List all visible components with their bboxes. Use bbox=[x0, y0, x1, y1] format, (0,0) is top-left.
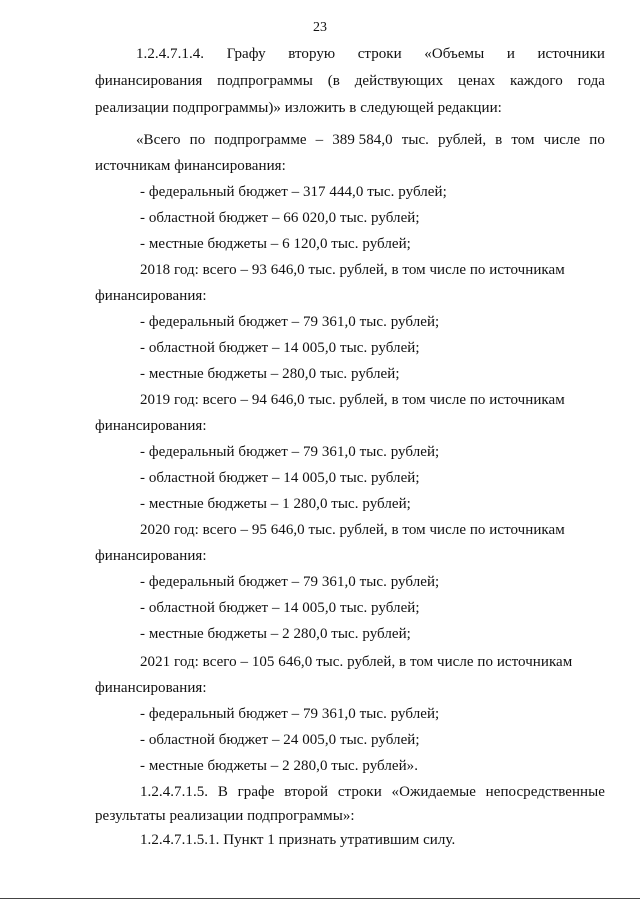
year-2020-regional: - областной бюджет – 14 005,0 тыс. рублей; bbox=[140, 600, 420, 616]
year-2019-heading: 2019 год: всего – 94 646,0 тыс. рублей, в том числе по источникам bbox=[140, 392, 565, 408]
year-2020-local: - местные бюджеты – 2 280,0 тыс. рублей; bbox=[140, 626, 411, 642]
year-2021-regional: - областной бюджет – 24 005,0 тыс. рублей; bbox=[140, 732, 420, 748]
year-2019-local: - местные бюджеты – 1 280,0 тыс. рублей; bbox=[140, 496, 411, 512]
total-regional: - областной бюджет – 66 020,0 тыс. рублей; bbox=[140, 210, 420, 226]
year-2021-heading: 2021 год: всего – 105 646,0 тыс. рублей, в том числе по источникам bbox=[140, 654, 573, 670]
year-2018-cont: финансирования: bbox=[95, 288, 207, 304]
year-2018-local: - местные бюджеты – 280,0 тыс. рублей; bbox=[140, 366, 400, 382]
total-local: - местные бюджеты – 6 120,0 тыс. рублей; bbox=[140, 236, 411, 252]
bottom-rule bbox=[0, 898, 640, 899]
year-2020-federal: - федеральный бюджет – 79 361,0 тыс. рублей; bbox=[140, 574, 440, 590]
year-2018-regional: - областной бюджет – 14 005,0 тыс. рублей; bbox=[140, 340, 420, 356]
year-2018-federal: - федеральный бюджет – 79 361,0 тыс. рублей; bbox=[140, 314, 440, 330]
total-line2: источникам финансирования: bbox=[95, 158, 286, 174]
year-2020-cont: финансирования: bbox=[95, 548, 207, 564]
para1-line3: реализации подпрограммы)» изложить в следующей редакции: bbox=[95, 100, 502, 116]
para3: 1.2.4.7.1.5.1. Пункт 1 признать утратившим силу. bbox=[140, 832, 456, 848]
year-2021-local: - местные бюджеты – 2 280,0 тыс. рублей». bbox=[140, 758, 419, 774]
year-2019-regional: - областной бюджет – 14 005,0 тыс. рублей; bbox=[140, 470, 420, 486]
year-2021-cont: финансирования: bbox=[95, 680, 207, 696]
total-line1: «Всего по подпрограмме – 389 584,0 тыс. рублей, в том числе по bbox=[136, 132, 605, 148]
year-2018-heading: 2018 год: всего – 93 646,0 тыс. рублей, в том числе по источникам bbox=[140, 262, 565, 278]
para1-line2: финансирования подпрограммы (в действующих ценах каждого года bbox=[95, 73, 605, 89]
year-2019-federal: - федеральный бюджет – 79 361,0 тыс. рублей; bbox=[140, 444, 440, 460]
para2-line2: результаты реализации подпрограммы»: bbox=[95, 808, 355, 824]
total-federal: - федеральный бюджет – 317 444,0 тыс. рублей; bbox=[140, 184, 447, 200]
year-2019-cont: финансирования: bbox=[95, 418, 207, 434]
para2-line1: 1.2.4.7.1.5. В графе второй строки «Ожидаемые непосредственные bbox=[140, 784, 605, 800]
year-2021-federal: - федеральный бюджет – 79 361,0 тыс. рублей; bbox=[140, 706, 440, 722]
year-2020-heading: 2020 год: всего – 95 646,0 тыс. рублей, в том числе по источникам bbox=[140, 522, 565, 538]
page-number: 23 bbox=[313, 20, 327, 35]
para1-line1: 1.2.4.7.1.4. Графу вторую строки «Объемы и источники bbox=[136, 46, 605, 62]
